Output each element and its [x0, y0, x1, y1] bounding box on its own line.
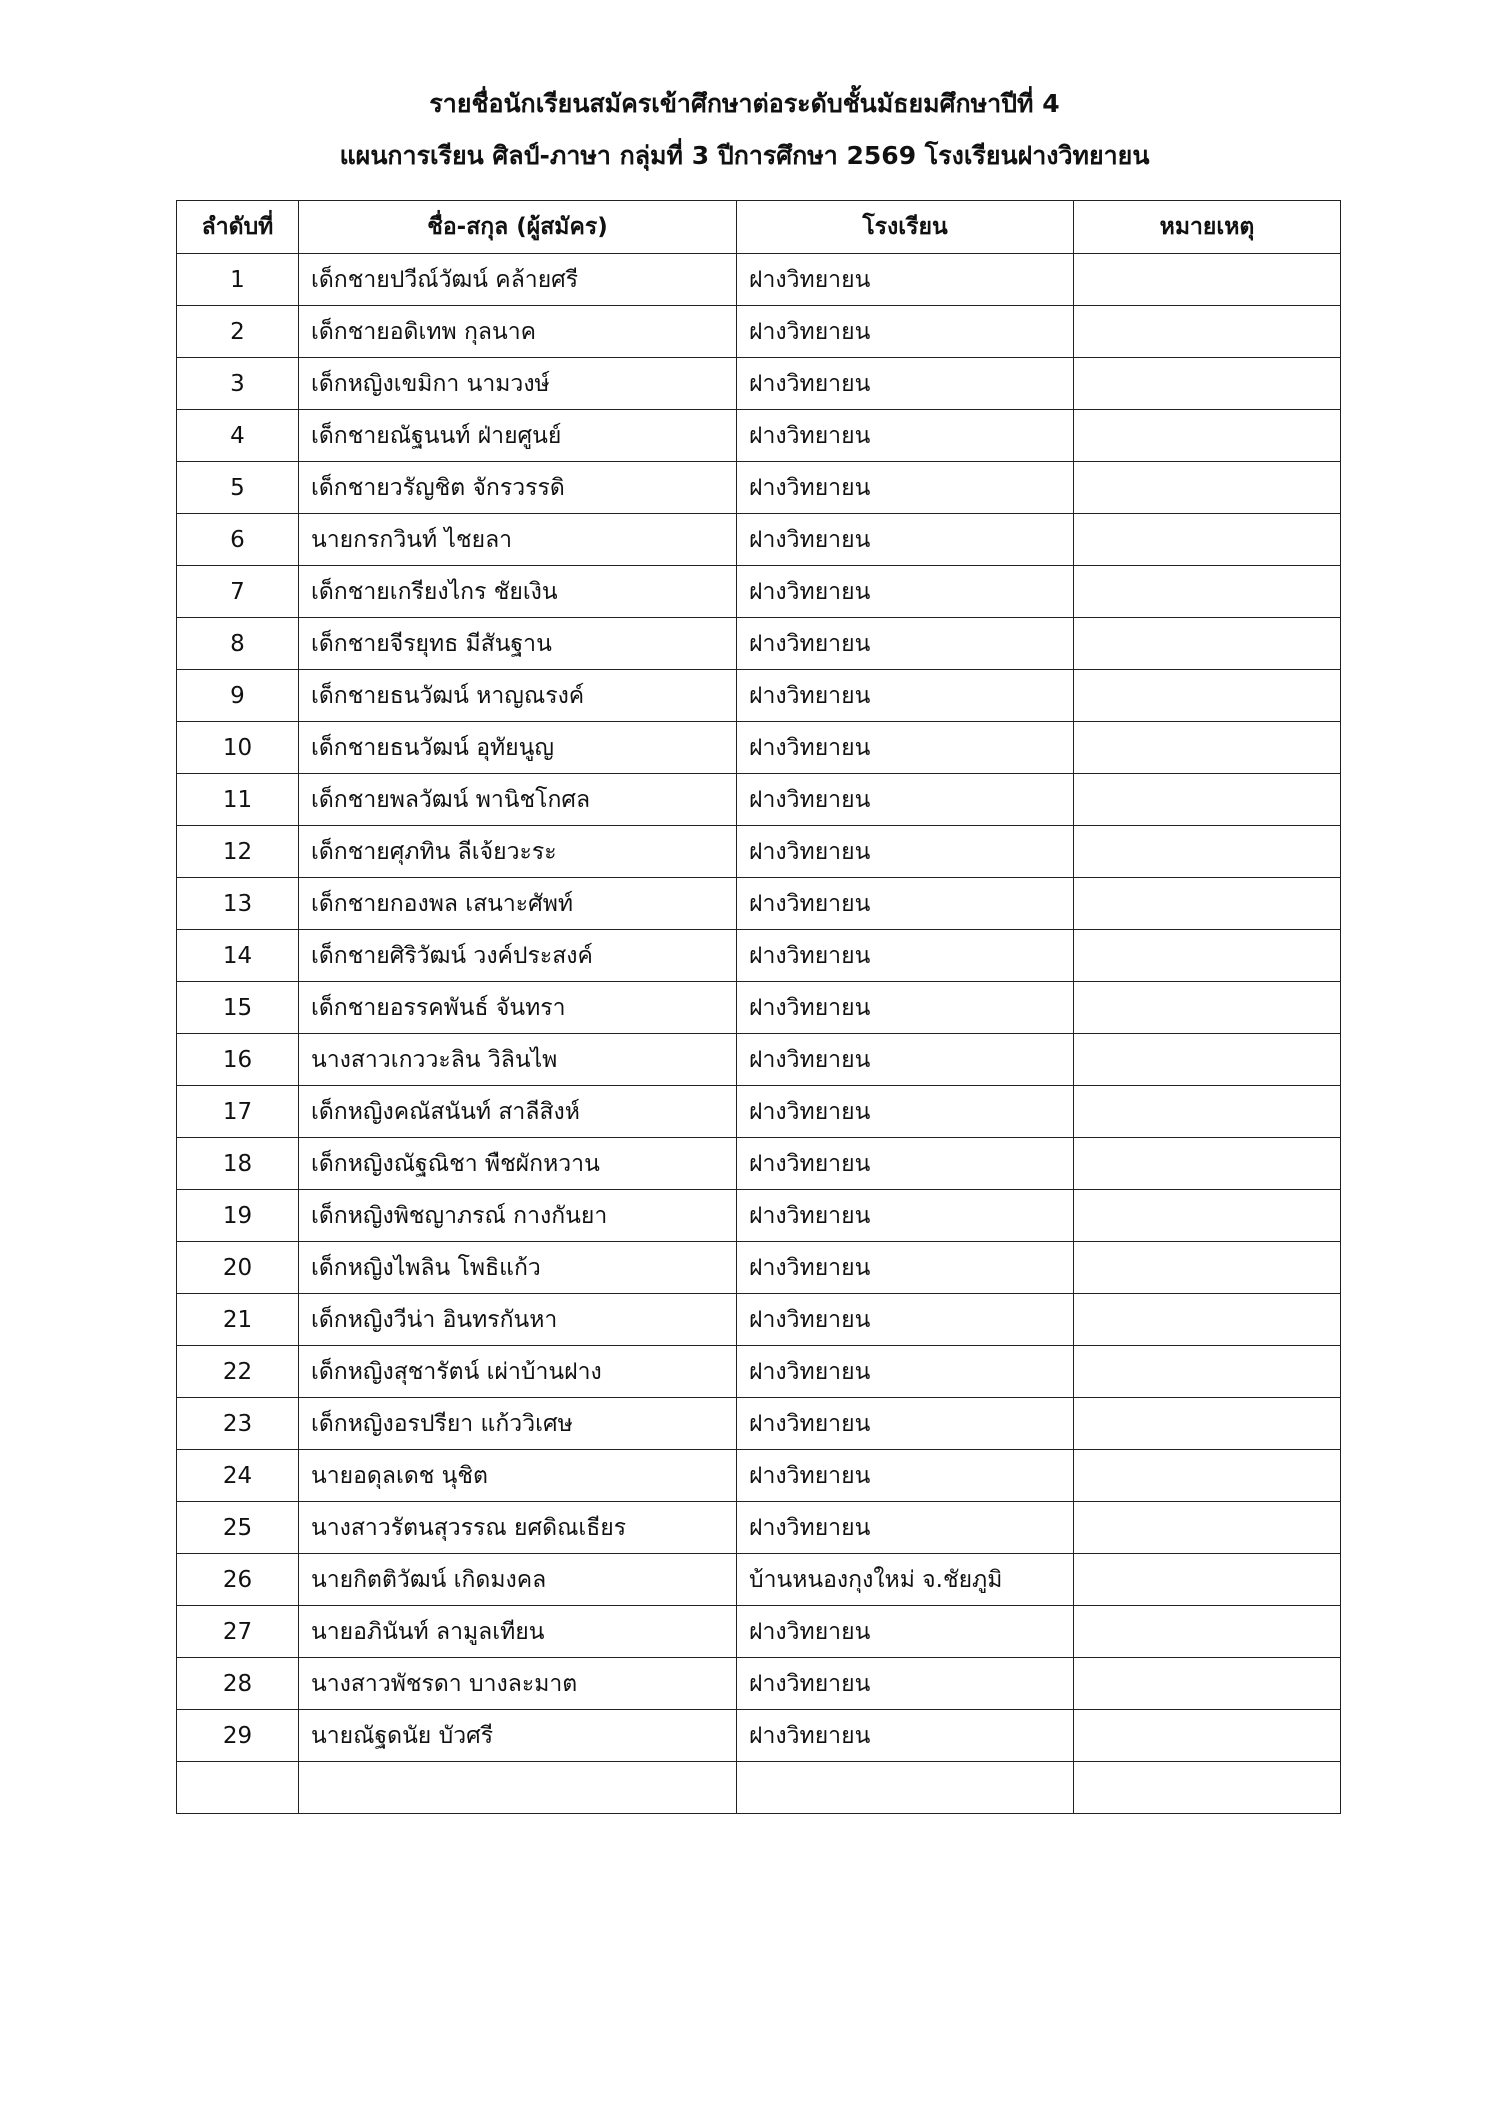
cell-remarks: [1074, 358, 1341, 410]
cell-number: 9: [177, 670, 299, 722]
cell-school: ฝางวิทยายน: [737, 1450, 1074, 1502]
applicant-table-wrapper: [176, 200, 1340, 1814]
cell-number: 13: [177, 878, 299, 930]
table-row: [177, 254, 1341, 306]
cell-number: 11: [177, 774, 299, 826]
cell-school: ฝางวิทยายน: [737, 1086, 1074, 1138]
cell-number: 25: [177, 1502, 299, 1554]
cell-number: 1: [177, 254, 299, 306]
cell-number: 12: [177, 826, 299, 878]
cell-school: ฝางวิทยายน: [737, 306, 1074, 358]
cell-number: 28: [177, 1658, 299, 1710]
cell-remarks: [1074, 1242, 1341, 1294]
cell-remarks: [1074, 1450, 1341, 1502]
cell-remarks: [1074, 1398, 1341, 1450]
cell-number: 19: [177, 1190, 299, 1242]
cell-applicant-name: เด็กชายวรัญชิต จักรวรรดิ: [299, 462, 737, 514]
cell-school: ฝางวิทยายน: [737, 982, 1074, 1034]
table-row: [177, 618, 1341, 670]
cell-number: 14: [177, 930, 299, 982]
cell-remarks: [1074, 1086, 1341, 1138]
cell-applicant-name: เด็กชายศิริวัฒน์ วงค์ประสงค์: [299, 930, 737, 982]
table-row: [177, 306, 1341, 358]
table-row: [177, 1658, 1341, 1710]
table-row: [177, 1138, 1341, 1190]
cell-number: 17: [177, 1086, 299, 1138]
cell-remarks: [1074, 462, 1341, 514]
cell-applicant-name: นายณัฐดนัย บัวศรี: [299, 1710, 737, 1762]
cell-number: 6: [177, 514, 299, 566]
cell-applicant-name: เด็กชายอรรคพันธ์ จันทรา: [299, 982, 737, 1034]
cell-school: ฝางวิทยายน: [737, 1346, 1074, 1398]
cell-remarks: [1074, 306, 1341, 358]
cell-remarks: [1074, 1294, 1341, 1346]
table-header-row: [177, 201, 1341, 254]
cell-applicant-name: นายอภินันท์ ลามูลเทียน: [299, 1606, 737, 1658]
table-row: [177, 878, 1341, 930]
cell-school: ฝางวิทยายน: [737, 1294, 1074, 1346]
table-row: [177, 826, 1341, 878]
document-subtitle: แผนการเรียน ศิลป์-ภาษา กลุ่มที่ 3 ปีการศึกษา 2569 โรงเรียนฝางวิทยายน: [339, 141, 1150, 170]
table-row: [177, 1606, 1341, 1658]
cell-remarks: [1074, 1190, 1341, 1242]
cell-remarks: [1074, 1034, 1341, 1086]
cell-remarks: [1074, 254, 1341, 306]
cell-school: ฝางวิทยายน: [737, 618, 1074, 670]
cell-remarks: [1074, 1762, 1341, 1814]
cell-remarks: [1074, 1138, 1341, 1190]
column-header-remarks: หมายเหตุ: [1074, 201, 1341, 254]
column-header-number: ลำดับที่: [177, 201, 299, 254]
table-row: [177, 1554, 1341, 1606]
cell-school: ฝางวิทยายน: [737, 514, 1074, 566]
cell-applicant-name: เด็กหญิงคณัสนันท์ สาลีสิงห์: [299, 1086, 737, 1138]
table-row: [177, 1762, 1341, 1814]
cell-remarks: [1074, 722, 1341, 774]
cell-number: 22: [177, 1346, 299, 1398]
cell-applicant-name: นางสาวเกววะลิน วิลินไพ: [299, 1034, 737, 1086]
cell-applicant-name: [299, 1762, 737, 1814]
table-row: [177, 1450, 1341, 1502]
applicant-table: [176, 200, 1341, 1814]
cell-remarks: [1074, 826, 1341, 878]
table-row: [177, 1086, 1341, 1138]
cell-school: ฝางวิทยายน: [737, 1502, 1074, 1554]
cell-number: 10: [177, 722, 299, 774]
cell-remarks: [1074, 670, 1341, 722]
cell-applicant-name: เด็กหญิงวีน่า อินทรกันหา: [299, 1294, 737, 1346]
cell-applicant-name: นางสาวพัชรดา บางละมาต: [299, 1658, 737, 1710]
cell-number: 23: [177, 1398, 299, 1450]
cell-number: 20: [177, 1242, 299, 1294]
cell-school: ฝางวิทยายน: [737, 566, 1074, 618]
cell-number: 29: [177, 1710, 299, 1762]
cell-applicant-name: เด็กหญิงเขมิกา นามวงษ์: [299, 358, 737, 410]
cell-remarks: [1074, 410, 1341, 462]
cell-remarks: [1074, 1658, 1341, 1710]
cell-remarks: [1074, 878, 1341, 930]
cell-school: ฝางวิทยายน: [737, 1710, 1074, 1762]
cell-remarks: [1074, 514, 1341, 566]
cell-number: 7: [177, 566, 299, 618]
table-row: [177, 566, 1341, 618]
cell-remarks: [1074, 1606, 1341, 1658]
table-row: [177, 358, 1341, 410]
cell-school: ฝางวิทยายน: [737, 1034, 1074, 1086]
cell-remarks: [1074, 1554, 1341, 1606]
cell-number: 8: [177, 618, 299, 670]
table-row: [177, 1034, 1341, 1086]
table-row: [177, 722, 1341, 774]
document-title: รายชื่อนักเรียนสมัครเข้าศึกษาต่อระดับชั้นมัธยมศึกษาปีที่ 4: [429, 89, 1060, 118]
table-row: [177, 670, 1341, 722]
cell-applicant-name: เด็กหญิงสุชารัตน์ เผ่าบ้านฝาง: [299, 1346, 737, 1398]
cell-remarks: [1074, 930, 1341, 982]
cell-applicant-name: เด็กชายพลวัฒน์ พานิชโกศล: [299, 774, 737, 826]
cell-school: ฝางวิทยายน: [737, 1190, 1074, 1242]
cell-school: ฝางวิทยายน: [737, 410, 1074, 462]
cell-school: บ้านหนองกุงใหม่ จ.ชัยภูมิ: [737, 1554, 1074, 1606]
cell-number: [177, 1762, 299, 1814]
cell-school: ฝางวิทยายน: [737, 826, 1074, 878]
cell-applicant-name: นายกรกวินท์ ไชยลา: [299, 514, 737, 566]
cell-school: ฝางวิทยายน: [737, 1398, 1074, 1450]
cell-applicant-name: นางสาวรัตนสุวรรณ ยศดิณเธียร: [299, 1502, 737, 1554]
table-row: [177, 1502, 1341, 1554]
cell-applicant-name: เด็กชายศุภทิน ลีเจ้ยวะระ: [299, 826, 737, 878]
column-header-name: ชื่อ-สกุล (ผู้สมัคร): [299, 201, 737, 254]
cell-number: 26: [177, 1554, 299, 1606]
cell-applicant-name: เด็กหญิงไพลิน โพธิแก้ว: [299, 1242, 737, 1294]
cell-number: 5: [177, 462, 299, 514]
cell-school: ฝางวิทยายน: [737, 878, 1074, 930]
cell-number: 3: [177, 358, 299, 410]
cell-remarks: [1074, 1346, 1341, 1398]
table-row: [177, 1294, 1341, 1346]
table-row: [177, 1346, 1341, 1398]
cell-school: ฝางวิทยายน: [737, 1138, 1074, 1190]
cell-school: ฝางวิทยายน: [737, 462, 1074, 514]
cell-school: ฝางวิทยายน: [737, 1606, 1074, 1658]
table-row: [177, 930, 1341, 982]
cell-number: 27: [177, 1606, 299, 1658]
table-row: [177, 410, 1341, 462]
cell-applicant-name: เด็กชายธนวัฒน์ อุทัยนูญ: [299, 722, 737, 774]
cell-number: 21: [177, 1294, 299, 1346]
cell-applicant-name: เด็กชายธนวัฒน์ หาญณรงค์: [299, 670, 737, 722]
cell-applicant-name: เด็กหญิงณัฐณิชา พืชผักหวาน: [299, 1138, 737, 1190]
cell-number: 15: [177, 982, 299, 1034]
table-body: [177, 254, 1341, 1814]
cell-school: ฝางวิทยายน: [737, 774, 1074, 826]
table-row: [177, 982, 1341, 1034]
cell-applicant-name: เด็กชายณัฐนนท์ ฝ่ายศูนย์: [299, 410, 737, 462]
table-row: [177, 1242, 1341, 1294]
cell-number: 24: [177, 1450, 299, 1502]
cell-remarks: [1074, 1502, 1341, 1554]
cell-school: ฝางวิทยายน: [737, 254, 1074, 306]
cell-applicant-name: เด็กชายกองพล เสนาะศัพท์: [299, 878, 737, 930]
table-row: [177, 514, 1341, 566]
table-row: [177, 462, 1341, 514]
cell-school: [737, 1762, 1074, 1814]
cell-applicant-name: นายอดุลเดช นุชิต: [299, 1450, 737, 1502]
cell-applicant-name: เด็กชายอดิเทพ กุลนาค: [299, 306, 737, 358]
table-row: [177, 1190, 1341, 1242]
cell-remarks: [1074, 774, 1341, 826]
cell-number: 18: [177, 1138, 299, 1190]
cell-school: ฝางวิทยายน: [737, 930, 1074, 982]
cell-applicant-name: เด็กชายปวีณ์วัฒน์ คล้ายศรี: [299, 254, 737, 306]
cell-school: ฝางวิทยายน: [737, 1242, 1074, 1294]
cell-applicant-name: นายกิตติวัฒน์ เกิดมงคล: [299, 1554, 737, 1606]
cell-number: 16: [177, 1034, 299, 1086]
cell-applicant-name: เด็กหญิงอรปรียา แก้ววิเศษ: [299, 1398, 737, 1450]
cell-school: ฝางวิทยายน: [737, 358, 1074, 410]
cell-remarks: [1074, 618, 1341, 670]
cell-remarks: [1074, 982, 1341, 1034]
table-row: [177, 1710, 1341, 1762]
cell-applicant-name: เด็กชายจีรยุทธ มีสันฐาน: [299, 618, 737, 670]
cell-applicant-name: เด็กหญิงพิชญาภรณ์ กางกันยา: [299, 1190, 737, 1242]
cell-school: ฝางวิทยายน: [737, 1658, 1074, 1710]
cell-school: ฝางวิทยายน: [737, 670, 1074, 722]
cell-number: 4: [177, 410, 299, 462]
cell-number: 2: [177, 306, 299, 358]
cell-remarks: [1074, 566, 1341, 618]
cell-school: ฝางวิทยายน: [737, 722, 1074, 774]
table-row: [177, 774, 1341, 826]
cell-remarks: [1074, 1710, 1341, 1762]
column-header-school: โรงเรียน: [737, 201, 1074, 254]
cell-applicant-name: เด็กชายเกรียงไกร ชัยเงิน: [299, 566, 737, 618]
table-row: [177, 1398, 1341, 1450]
